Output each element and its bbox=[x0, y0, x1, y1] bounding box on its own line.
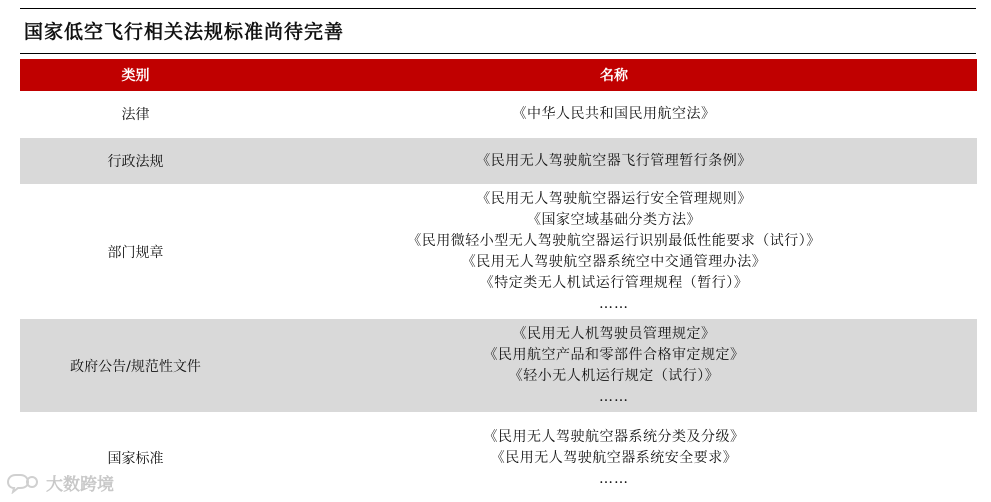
top-rule bbox=[20, 8, 976, 9]
category-cell: 部门规章 bbox=[20, 185, 251, 319]
regulation-name: 《民用航空产品和零部件合格审定规定》 bbox=[483, 346, 745, 363]
regulation-name: 《轻小无人机运行规定（试行）》 bbox=[508, 367, 720, 384]
regulation-name: 《民用微轻小型无人驾驶航空器运行识别最低性能要求（试行）》 bbox=[407, 232, 821, 249]
names-cell bbox=[251, 91, 977, 138]
table-row bbox=[20, 319, 977, 413]
regulation-name: 《民用无人驾驶航空器运行安全管理规则》 bbox=[476, 190, 752, 207]
watermark-text: 大数跨境 bbox=[46, 475, 114, 495]
header-name: 名称 bbox=[251, 59, 977, 91]
regulation-name: 《中华人民共和国民用航空法》 bbox=[512, 105, 716, 122]
regulation-name: 《国家空域基础分类方法》 bbox=[527, 211, 701, 228]
category-cell: 行政法规 bbox=[20, 138, 251, 185]
table-body bbox=[20, 91, 977, 502]
category-cell: 国家标准 bbox=[20, 413, 251, 502]
more-ellipsis: …… bbox=[599, 388, 629, 405]
regulation-name: 《民用无人驾驶航空器系统空中交通管理办法》 bbox=[461, 253, 767, 270]
header-category: 类别 bbox=[20, 59, 251, 91]
table-header-row bbox=[20, 59, 977, 91]
more-ellipsis: …… bbox=[599, 295, 629, 312]
title-rule bbox=[20, 53, 976, 54]
names-cell bbox=[251, 185, 977, 319]
names-cell bbox=[251, 413, 977, 502]
names-cell bbox=[251, 138, 977, 185]
regulation-name: 《民用无人驾驶航空器系统分类及分级》 bbox=[483, 428, 745, 445]
speech-bubble-logo-icon bbox=[6, 472, 40, 494]
table-row bbox=[20, 91, 977, 138]
more-ellipsis: …… bbox=[599, 470, 629, 487]
category-cell: 政府公告/规范性文件 bbox=[20, 319, 251, 413]
regulations-table bbox=[20, 59, 977, 502]
regulation-name: 《民用无人驾驶航空器系统安全要求》 bbox=[490, 449, 738, 466]
table-row bbox=[20, 413, 977, 502]
category-cell: 法律 bbox=[20, 91, 251, 138]
table-row bbox=[20, 138, 977, 185]
regulation-name: 《民用无人机驾驶员管理规定》 bbox=[512, 325, 716, 342]
names-cell bbox=[251, 319, 977, 413]
page-title: 国家低空飞行相关法规标准尚待完善 bbox=[24, 21, 345, 43]
regulation-name: 《特定类无人机试运行管理规程（暂行）》 bbox=[479, 274, 749, 291]
table-row bbox=[20, 185, 977, 319]
watermark bbox=[6, 470, 114, 495]
regulation-name: 《民用无人驾驶航空器飞行管理暂行条例》 bbox=[476, 152, 752, 169]
